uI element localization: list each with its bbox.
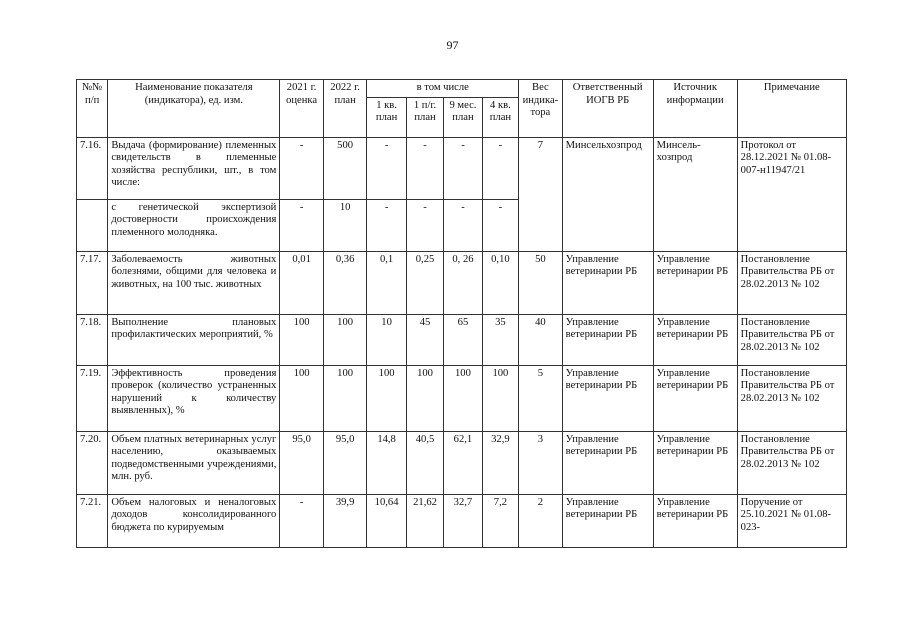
row-note: Протокол от 28.12.2021 № 01.08-007-н11947/21 [737,137,846,251]
header-h1: 1 п/г. план [406,97,443,137]
row-source: Минсель-хозпрод [653,137,737,251]
row-m9: 100 [444,365,482,431]
row-source: Управление ветеринарии РБ [653,314,737,365]
row-plan2022: 95,0 [323,431,367,494]
row-q4: 7,2 [482,494,518,547]
row-weight: 7 [519,137,563,251]
row-note: Постановление Правительства РБ от 28.02.2013 № 102 [737,314,846,365]
row-name: Эффективность проведения проверок (количество устраненных нарушений к количеству выявленных), % [108,365,280,431]
row-resp: Управление ветеринарии РБ [562,314,653,365]
subrow-q4: - [482,199,518,251]
row-source: Управление ветеринарии РБ [653,431,737,494]
row-est2021: - [280,494,324,547]
header-resp: Ответственный ИОГВ РБ [562,80,653,138]
row-m9: 32,7 [444,494,482,547]
row-h1: 100 [406,365,443,431]
subrow-h1: - [406,199,443,251]
row-weight: 50 [519,251,563,314]
row-h1: 21,62 [406,494,443,547]
row-num: 7.21. [77,494,108,547]
row-plan2022: 100 [323,365,367,431]
row-h1: - [406,137,443,199]
table-row [77,365,847,431]
page-number: 97 [446,38,459,52]
header-incl: в том числе [367,80,519,98]
row-est2021: 95,0 [280,431,324,494]
row-plan2022: 39,9 [323,494,367,547]
header-q4: 4 кв. план [482,97,518,137]
row-est2021: - [280,137,324,199]
row-q4: 100 [482,365,518,431]
subrow-plan2022: 10 [323,199,367,251]
row-h1: 40,5 [406,431,443,494]
row-q4: 35 [482,314,518,365]
row-h1: 0,25 [406,251,443,314]
header-est2021: 2021 г. оценка [280,80,324,138]
row-q1: 0,1 [367,251,406,314]
row-source: Управление ветеринарии РБ [653,251,737,314]
row-name: Заболеваемость животных болезнями, общими для человека и животных, на 100 тыс. животных [108,251,280,314]
row-source: Управление ветеринарии РБ [653,494,737,547]
header-plan2022: 2022 г. план [323,80,367,138]
header-num: №№ п/п [77,80,108,138]
row-m9: 62,1 [444,431,482,494]
row-name: Объем платных ветеринарных услуг населению, оказываемых подведомственными учреждениями, млн. руб. [108,431,280,494]
row-q1: 10,64 [367,494,406,547]
row-m9: - [444,137,482,199]
row-weight: 2 [519,494,563,547]
subrow-m9: - [444,199,482,251]
header-row [77,80,847,98]
row-resp: Управление ветеринарии РБ [562,431,653,494]
table-row [77,431,847,494]
row-q1: 100 [367,365,406,431]
row-weight: 5 [519,365,563,431]
subrow-q1: - [367,199,406,251]
row-name: Выдача (формирование) племенных свидетельств в племенные хозяйства республики, шт., в том числе: [108,137,280,199]
table-row [77,314,847,365]
row-est2021: 100 [280,314,324,365]
header-m9: 9 мес. план [444,97,482,137]
header-q1: 1 кв. план [367,97,406,137]
table-row [77,494,847,547]
row-plan2022: 0,36 [323,251,367,314]
subrow-name: с генетической экспертизой достоверности происхождения племенного молодняка. [108,199,280,251]
row-h1: 45 [406,314,443,365]
row-num: 7.16. [77,137,108,199]
header-note: Примечание [737,80,846,138]
row-note: Постановление Правительства РБ от 28.02.2013 № 102 [737,251,846,314]
row-q1: 10 [367,314,406,365]
row-resp: Управление ветеринарии РБ [562,365,653,431]
indicators-table [76,79,847,548]
row-num: 7.19. [77,365,108,431]
row-est2021: 0,01 [280,251,324,314]
subrow-est2021: - [280,199,324,251]
header-name: Наименование показателя (индикатора), ед. изм. [108,80,280,138]
row-q1: - [367,137,406,199]
row-note: Постановление Правительства РБ от 28.02.2013 № 102 [737,431,846,494]
row-m9: 0, 26 [444,251,482,314]
row-resp: Управление ветеринарии РБ [562,251,653,314]
header-source: Источник информации [653,80,737,138]
header-weight: Вес индика-тора [519,80,563,138]
row-note: Постановление Правительства РБ от 28.02.2013 № 102 [737,365,846,431]
row-est2021: 100 [280,365,324,431]
row-plan2022: 500 [323,137,367,199]
row-name: Выполнение плановых профилактических мероприятий, % [108,314,280,365]
row-note: Поручение от 25.10.2021 № 01.08-023- [737,494,846,547]
row-q4: - [482,137,518,199]
row-resp: Минсельхозпрод [562,137,653,251]
row-num: 7.20. [77,431,108,494]
row-m9: 65 [444,314,482,365]
row-name: Объем налоговых и неналоговых доходов консолидированного бюджета по курируемым [108,494,280,547]
table-row [77,137,847,199]
row-plan2022: 100 [323,314,367,365]
row-q1: 14,8 [367,431,406,494]
row-q4: 32,9 [482,431,518,494]
table-row [77,251,847,314]
row-num: 7.18. [77,314,108,365]
row-weight: 3 [519,431,563,494]
row-resp: Управление ветеринарии РБ [562,494,653,547]
row-weight: 40 [519,314,563,365]
row-q4: 0,10 [482,251,518,314]
row-source: Управление ветеринарии РБ [653,365,737,431]
row-num: 7.17. [77,251,108,314]
